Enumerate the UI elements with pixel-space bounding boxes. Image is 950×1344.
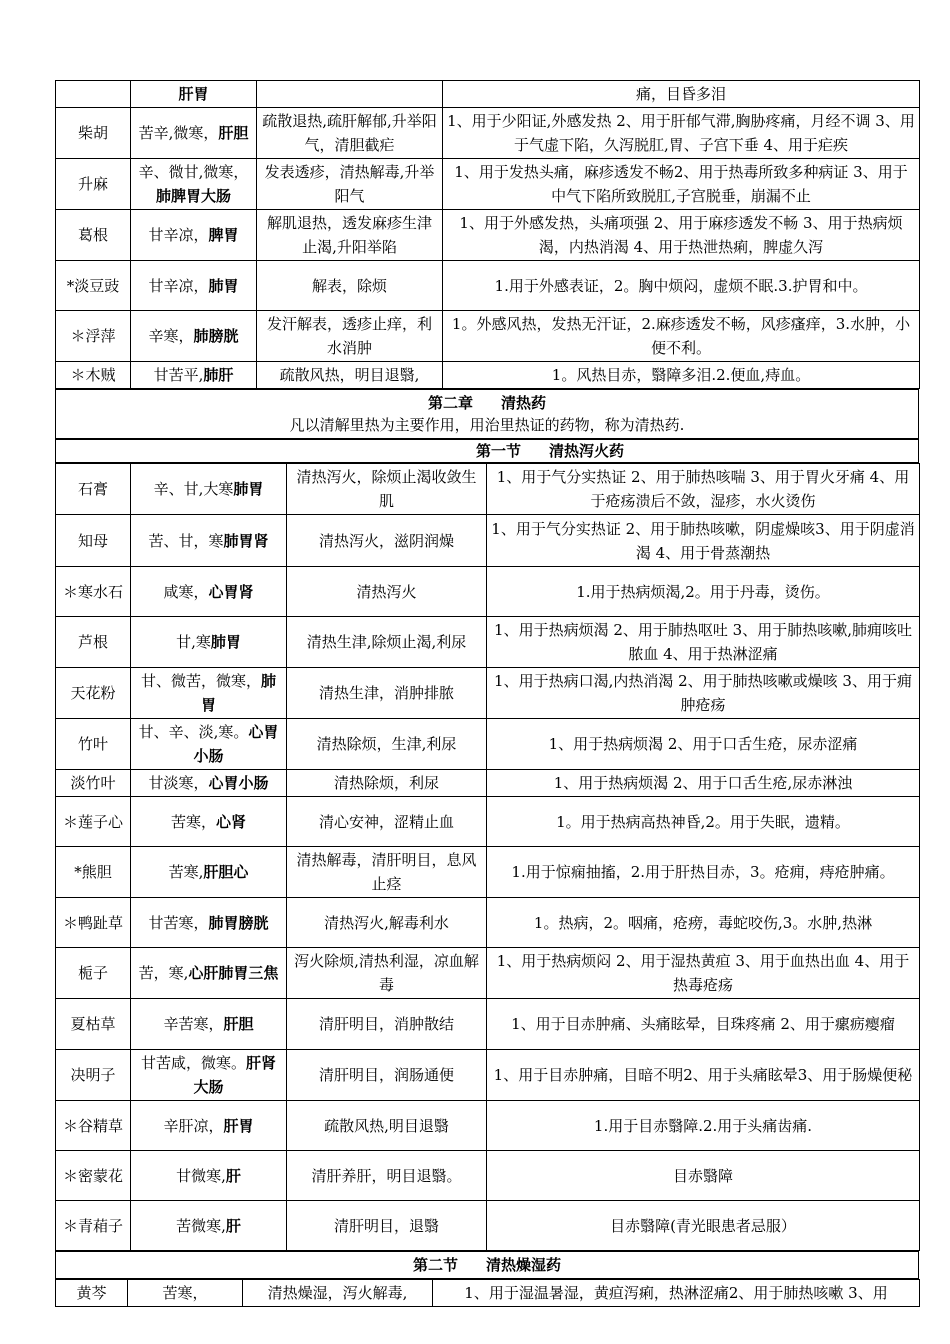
effect-text: 清热泻火，除烦止渴收敛生肌 bbox=[296, 468, 477, 510]
clear-heat-fire-row bbox=[56, 668, 920, 719]
usage-cell bbox=[443, 81, 920, 108]
effect-text: 清热生津,除烦止渴,利尿 bbox=[306, 633, 467, 651]
effect-cell bbox=[287, 898, 487, 948]
chapter-banner bbox=[55, 389, 919, 439]
herb-name-cell bbox=[56, 847, 131, 898]
property-cell bbox=[131, 261, 257, 311]
usage-cell bbox=[487, 567, 920, 617]
herb-name-cell bbox=[56, 668, 131, 719]
effect-text: 发表透疹，清热解毒,升举阳气 bbox=[264, 163, 435, 205]
herb-name-cell bbox=[56, 1201, 131, 1251]
chapter-title: 第二章 清热药 bbox=[427, 394, 547, 412]
clear-heat-fire-row bbox=[56, 515, 920, 567]
property-nature: 辛苦寒， bbox=[163, 1015, 224, 1033]
herb-name-text: ＊莲子心 bbox=[62, 812, 123, 831]
herb-name-cell bbox=[56, 567, 131, 617]
usage-cell bbox=[487, 898, 920, 948]
usage-cell bbox=[487, 719, 920, 770]
usage-cell bbox=[487, 668, 920, 719]
clear-heat-fire-row bbox=[56, 797, 920, 847]
effect-cell bbox=[287, 464, 487, 515]
clear-heat-fire-row bbox=[56, 719, 920, 770]
herb-name-text: ＊木贼 bbox=[70, 366, 116, 384]
property-cell bbox=[131, 898, 287, 948]
property-nature: 苦寒, bbox=[168, 863, 204, 881]
herb-name-cell bbox=[56, 1101, 131, 1151]
clear-heat-fire-row bbox=[56, 1101, 920, 1151]
property-meridian: 肺胃 bbox=[210, 633, 241, 651]
herb-name-text: 决明子 bbox=[70, 1066, 116, 1084]
herb-name-text: 天花粉 bbox=[70, 684, 116, 702]
herb-name-cell bbox=[56, 1280, 128, 1307]
usage-text: 1。外感风热，发热无汗证，2.麻疹透发不畅，风疹瘙痒，3.水肿，小便不利。 bbox=[451, 315, 911, 357]
herb-name-cell bbox=[56, 1151, 131, 1201]
property-cell bbox=[131, 464, 287, 515]
effect-text: 清肝养肝，明目退翳。 bbox=[311, 1166, 462, 1185]
clear-heat-fire-row bbox=[56, 770, 920, 797]
effect-text: 清心安神，涩精止血 bbox=[318, 812, 454, 831]
herb-name-cell bbox=[56, 770, 131, 797]
property-nature: 甘苦平, bbox=[153, 366, 204, 384]
clear-heat-fire-row bbox=[56, 464, 920, 515]
effect-cell bbox=[257, 362, 443, 389]
effect-cell bbox=[287, 1101, 487, 1151]
property-nature: 辛、甘,大寒 bbox=[153, 480, 234, 498]
property-cell bbox=[131, 770, 287, 797]
property-meridian: 肺胃 bbox=[200, 672, 277, 714]
property-cell bbox=[131, 567, 287, 617]
section-2-title: 第二节 清热燥湿药 bbox=[412, 1256, 562, 1274]
property-meridian: 肝胆 bbox=[218, 124, 249, 142]
property-meridian: 肺胃 bbox=[208, 276, 239, 295]
clear-heat-fire-row bbox=[56, 1201, 920, 1251]
property-meridian: 肺肝 bbox=[203, 366, 234, 384]
property-nature: 苦微寒, bbox=[176, 1216, 226, 1235]
usage-cell bbox=[433, 1280, 920, 1307]
property-nature: 苦，寒, bbox=[138, 964, 189, 982]
property-meridian: 肝胆心 bbox=[203, 863, 249, 881]
effect-text: 发汗解表，透疹止痒，利水消肿 bbox=[266, 315, 432, 357]
property-cell bbox=[131, 617, 287, 668]
usage-text: 1、用于目赤肿痛，目暗不明2、用于头痛眩晕3、用于肠燥便秘 bbox=[493, 1066, 913, 1084]
herb-name-text: 淡竹叶 bbox=[70, 774, 116, 792]
property-cell bbox=[131, 311, 257, 362]
usage-text: 1、用于外感发热，头痛项强 2、用于麻疹透发不畅 3、用于热病烦渴，内热消渴 4、用于热泄热痢，脾虚久泻 bbox=[459, 214, 903, 256]
clear-heat-fire-row bbox=[56, 1151, 920, 1201]
property-nature: 甘苦寒， bbox=[148, 913, 209, 932]
usage-cell bbox=[487, 464, 920, 515]
usage-cell bbox=[443, 159, 920, 210]
property-meridian: 肺胃肾 bbox=[223, 531, 269, 550]
property-meridian: 肺膀胱 bbox=[193, 327, 239, 345]
property-cell bbox=[131, 1101, 287, 1151]
usage-text: 1。风热目赤，翳障多泪.2.便血,痔血。 bbox=[551, 366, 811, 384]
usage-text: 1。热病，2。咽痛，疮痨，毒蛇咬伤,3。水肿,热淋 bbox=[533, 913, 873, 932]
usage-text: 目赤翳障(青光眼患者忌服） bbox=[610, 1216, 796, 1235]
herb-name-text: 升麻 bbox=[77, 175, 108, 193]
usage-cell bbox=[443, 108, 920, 159]
herb-name-cell bbox=[56, 719, 131, 770]
herb-name-cell bbox=[56, 948, 131, 999]
property-nature: 辛寒， bbox=[148, 327, 194, 345]
section-2-cell bbox=[56, 1252, 919, 1279]
effect-text: 清肝明目，润肠通便 bbox=[318, 1066, 454, 1084]
property-nature: 苦寒， bbox=[170, 812, 216, 831]
herb-name-cell bbox=[56, 898, 131, 948]
usage-text: 1、用于热病烦渴 2、用于口舌生疮，尿赤涩痛 bbox=[548, 735, 858, 753]
herb-name-text: 知母 bbox=[77, 531, 108, 550]
effect-cell bbox=[287, 948, 487, 999]
herb-name-text: 葛根 bbox=[77, 226, 108, 244]
property-meridian: 心肾 bbox=[216, 812, 247, 831]
section-1-cell bbox=[56, 440, 919, 463]
property-meridian: 脾胃 bbox=[208, 226, 239, 244]
property-nature: 甘,寒 bbox=[176, 633, 211, 651]
effect-cell bbox=[257, 108, 443, 159]
effect-cell bbox=[257, 210, 443, 261]
herb-name-cell bbox=[56, 1050, 131, 1101]
top-table-row bbox=[56, 81, 920, 108]
usage-cell bbox=[487, 797, 920, 847]
herb-name-text: ＊谷精草 bbox=[62, 1116, 123, 1135]
effect-cell bbox=[287, 617, 487, 668]
usage-text: 1、用于热病烦渴 2、用于口舌生疮,尿赤淋浊 bbox=[553, 774, 853, 792]
effect-cell bbox=[287, 668, 487, 719]
property-cell bbox=[131, 108, 257, 159]
property-meridian: 肝胆 bbox=[223, 1015, 254, 1033]
section-1-title: 第一节 清热泻火药 bbox=[475, 442, 625, 460]
clear-heat-fire-row bbox=[56, 1050, 920, 1101]
usage-cell bbox=[443, 311, 920, 362]
chapter-description: 凡以清解里热为主要作用，用治里热证的药物，称为清热药. bbox=[289, 416, 685, 434]
usage-cell bbox=[487, 1151, 920, 1201]
effect-text: 解肌退热，透发麻疹生津止渴,升阳举陷 bbox=[266, 214, 432, 256]
property-meridian: 肝肾大肠 bbox=[193, 1054, 277, 1096]
effect-text: 清热泻火，滋阴润燥 bbox=[318, 531, 454, 550]
effect-text: 清热除烦，利尿 bbox=[333, 774, 439, 792]
effect-cell bbox=[243, 1280, 433, 1307]
property-meridian: 肝胃 bbox=[178, 85, 209, 103]
herb-name-cell bbox=[56, 261, 131, 311]
effect-cell bbox=[257, 159, 443, 210]
herb-name-text: 夏枯草 bbox=[70, 1015, 116, 1033]
property-cell bbox=[131, 719, 287, 770]
property-meridian: 肝 bbox=[225, 1216, 241, 1235]
property-cell bbox=[128, 1280, 243, 1307]
property-nature: 咸寒， bbox=[163, 582, 209, 601]
usage-text: 1.用于外感表证，2。胸中烦闷，虚烦不眠.3.护胃和中。 bbox=[494, 276, 868, 295]
herb-name-text: ＊青葙子 bbox=[62, 1216, 123, 1235]
usage-text: 痛，目昏多泪 bbox=[635, 85, 726, 103]
effect-text: 泻火除烦,清热利湿，凉血解毒 bbox=[294, 952, 479, 994]
property-nature: 苦辛,微寒， bbox=[138, 124, 219, 142]
effect-cell bbox=[287, 567, 487, 617]
herb-name-text: 柴胡 bbox=[77, 124, 108, 142]
effect-text: 清热解毒，清肝明目，息风止痉 bbox=[296, 851, 477, 893]
property-cell bbox=[131, 210, 257, 261]
effect-cell bbox=[257, 311, 443, 362]
clear-heat-fire-table bbox=[55, 463, 920, 1251]
property-meridian: 肝 bbox=[225, 1166, 241, 1185]
clear-heat-fire-row bbox=[56, 847, 920, 898]
usage-text: 1.用于惊痫抽搐，2.用于肝热目赤，3。疮痈，痔疮肿痛。 bbox=[511, 863, 895, 881]
usage-cell bbox=[487, 770, 920, 797]
property-meridian: 肝胃 bbox=[223, 1116, 254, 1135]
herb-name-text: 栀子 bbox=[77, 964, 108, 982]
usage-cell bbox=[487, 617, 920, 668]
clear-heat-dampness-row bbox=[56, 1280, 920, 1307]
usage-text: 1。用于热病高热神昏,2。用于失眠，遗精。 bbox=[556, 812, 850, 831]
usage-text: 1、用于目赤肿痛、头痛眩晕，目珠疼痛 2、用于瘰疬瘿瘤 bbox=[511, 1015, 895, 1033]
property-meridian: 心胃肾 bbox=[208, 582, 254, 601]
usage-text: 1、用于少阳证,外感发热 2、用于肝郁气滞,胸胁疼痛，月经不调 3、用于气虚下陷，久泻脱肛,胃、子宫下垂 4、用于疟疾 bbox=[447, 112, 915, 154]
property-cell bbox=[131, 1151, 287, 1201]
usage-cell bbox=[487, 1050, 920, 1101]
herb-name-text: 芦根 bbox=[77, 633, 108, 651]
property-cell bbox=[131, 797, 287, 847]
property-meridian: 心胃小肠 bbox=[193, 723, 279, 765]
effect-text: 清热除烦，生津,利尿 bbox=[316, 735, 457, 753]
property-meridian: 心胃小肠 bbox=[208, 774, 269, 792]
usage-text: 1、用于气分实热证 2、用于肺热咳喘 3、用于胃火牙痛 4、用于疮疡溃后不敛，湿疹，水火烫伤 bbox=[496, 468, 910, 510]
effect-text: 清热生津，消肿排脓 bbox=[318, 684, 454, 702]
property-cell bbox=[131, 999, 287, 1050]
herb-name-cell bbox=[56, 311, 131, 362]
usage-text: 1.用于目赤翳障.2.用于头痛齿痛. bbox=[593, 1116, 813, 1135]
property-meridian: 肺胃 bbox=[233, 480, 264, 498]
effect-text: 清肝明目，退翳 bbox=[333, 1216, 439, 1235]
top-table bbox=[55, 80, 920, 389]
clear-heat-fire-row bbox=[56, 898, 920, 948]
herb-name-cell bbox=[56, 617, 131, 668]
herb-name-cell bbox=[56, 797, 131, 847]
usage-text: 1.用于热病烦渴,2。用于丹毒，烫伤。 bbox=[576, 582, 830, 601]
property-cell bbox=[131, 1050, 287, 1101]
usage-cell bbox=[487, 1101, 920, 1151]
clear-heat-dampness-table bbox=[55, 1279, 920, 1307]
effect-cell bbox=[287, 770, 487, 797]
usage-cell bbox=[487, 948, 920, 999]
effect-text: 清热泻火,解毒利水 bbox=[324, 913, 449, 932]
section-1-banner bbox=[55, 439, 919, 463]
top-table-row bbox=[56, 108, 920, 159]
herb-name-text: ＊浮萍 bbox=[70, 327, 116, 345]
effect-text: 疏散风热,明目退翳 bbox=[324, 1116, 449, 1135]
herb-name-text: 石膏 bbox=[77, 480, 108, 498]
effect-text: 清热燥湿，泻火解毒, bbox=[267, 1284, 408, 1302]
usage-text: 1、用于热病口渴,内热消渴 2、用于肺热咳嗽或燥咳 3、用于痈肿疮疡 bbox=[494, 672, 912, 714]
property-meridian: 心肝肺胃三焦 bbox=[188, 964, 279, 982]
chapter-cell bbox=[56, 390, 919, 439]
usage-cell bbox=[443, 261, 920, 311]
herb-name-cell bbox=[56, 210, 131, 261]
effect-cell bbox=[287, 847, 487, 898]
property-cell bbox=[131, 362, 257, 389]
herb-name-text: *淡豆豉 bbox=[66, 276, 120, 295]
effect-text: 疏散退热,疏肝解郁,升举阳气，清胆截疟 bbox=[262, 112, 437, 154]
usage-text: 1、用于发热头痛，麻疹透发不畅2、用于热毒所致多种病证 3、用于中气下陷所致脱肛,子宫脱垂，崩漏不止 bbox=[454, 163, 908, 205]
herb-name-cell bbox=[56, 81, 131, 108]
top-table-row bbox=[56, 311, 920, 362]
property-nature: 甘淡寒， bbox=[148, 774, 209, 792]
effect-cell bbox=[287, 515, 487, 567]
herb-name-text: ＊密蒙花 bbox=[62, 1166, 123, 1185]
herb-name-cell bbox=[56, 362, 131, 389]
usage-text: 1、用于气分实热证 2、用于肺热咳嗽，阴虚燥咳3、用于阴虚消渴 4、用于骨蒸潮热 bbox=[491, 519, 915, 562]
effect-cell bbox=[287, 1151, 487, 1201]
property-nature: 甘辛凉， bbox=[148, 226, 209, 244]
property-cell bbox=[131, 81, 257, 108]
usage-cell bbox=[487, 847, 920, 898]
property-meridian: 肺胃膀胱 bbox=[208, 913, 269, 932]
property-nature: 甘、微苦，微寒， bbox=[140, 672, 261, 690]
effect-cell bbox=[287, 719, 487, 770]
herb-name-text: *熊胆 bbox=[74, 863, 112, 881]
property-cell bbox=[131, 668, 287, 719]
top-table-row bbox=[56, 210, 920, 261]
property-nature: 苦寒， bbox=[162, 1284, 208, 1302]
herb-name-cell bbox=[56, 464, 131, 515]
effect-cell bbox=[257, 81, 443, 108]
usage-cell bbox=[443, 210, 920, 261]
clear-heat-fire-row bbox=[56, 948, 920, 999]
usage-text: 1、用于热病烦闷 2、用于湿热黄疸 3、用于血热出血 4、用于热毒疮疡 bbox=[496, 952, 910, 994]
clear-heat-fire-row bbox=[56, 567, 920, 617]
effect-text: 解表，除烦 bbox=[311, 276, 387, 295]
herb-name-cell bbox=[56, 999, 131, 1050]
herb-name-text: ＊寒水石 bbox=[62, 582, 123, 601]
effect-text: 疏散风热，明目退翳, bbox=[279, 366, 420, 384]
property-cell bbox=[131, 847, 287, 898]
clear-heat-fire-row bbox=[56, 999, 920, 1050]
effect-cell bbox=[257, 261, 443, 311]
top-table-row bbox=[56, 159, 920, 210]
property-nature: 甘苦咸，微寒。 bbox=[140, 1054, 246, 1072]
clear-heat-fire-row bbox=[56, 617, 920, 668]
property-cell bbox=[131, 159, 257, 210]
herb-name-text: 黄芩 bbox=[76, 1284, 107, 1302]
effect-cell bbox=[287, 797, 487, 847]
usage-cell bbox=[487, 515, 920, 567]
property-nature: 辛肝凉， bbox=[163, 1116, 224, 1135]
property-cell bbox=[131, 1201, 287, 1251]
property-nature: 甘微寒, bbox=[176, 1166, 226, 1185]
herb-name-cell bbox=[56, 108, 131, 159]
section-2-banner bbox=[55, 1251, 919, 1279]
top-table-row bbox=[56, 362, 920, 389]
usage-cell bbox=[487, 999, 920, 1050]
effect-cell bbox=[287, 1201, 487, 1251]
property-nature: 辛、微甘,微寒， bbox=[138, 163, 249, 181]
herb-name-cell bbox=[56, 515, 131, 567]
property-meridian: 肺脾胃大肠 bbox=[155, 187, 231, 205]
property-cell bbox=[131, 948, 287, 999]
effect-text: 清热泻火 bbox=[356, 582, 417, 601]
usage-text: 目赤翳障 bbox=[672, 1166, 733, 1185]
herb-name-cell bbox=[56, 159, 131, 210]
effect-cell bbox=[287, 1050, 487, 1101]
property-nature: 甘、辛、淡,寒。 bbox=[138, 723, 249, 741]
effect-cell bbox=[287, 999, 487, 1050]
herb-name-text: ＊鸭趾草 bbox=[62, 913, 123, 932]
herb-name-text: 竹叶 bbox=[77, 735, 108, 753]
property-nature: 甘辛凉， bbox=[148, 276, 209, 295]
document-page bbox=[55, 80, 919, 1307]
usage-text: 1、用于热病烦渴 2、用于肺热呕吐 3、用于肺热咳嗽,肺痈咳吐脓血 4、用于热淋涩痛 bbox=[494, 621, 912, 663]
usage-cell bbox=[443, 362, 920, 389]
effect-text: 清肝明目，消肿散结 bbox=[318, 1015, 454, 1033]
usage-cell bbox=[487, 1201, 920, 1251]
usage-text: 1、用于湿温暑湿，黄疸泻痢，热淋涩痛2、用于肺热咳嗽 3、用 bbox=[464, 1284, 888, 1302]
property-nature: 苦、甘，寒 bbox=[148, 531, 224, 550]
property-cell bbox=[131, 515, 287, 567]
top-table-row bbox=[56, 261, 920, 311]
